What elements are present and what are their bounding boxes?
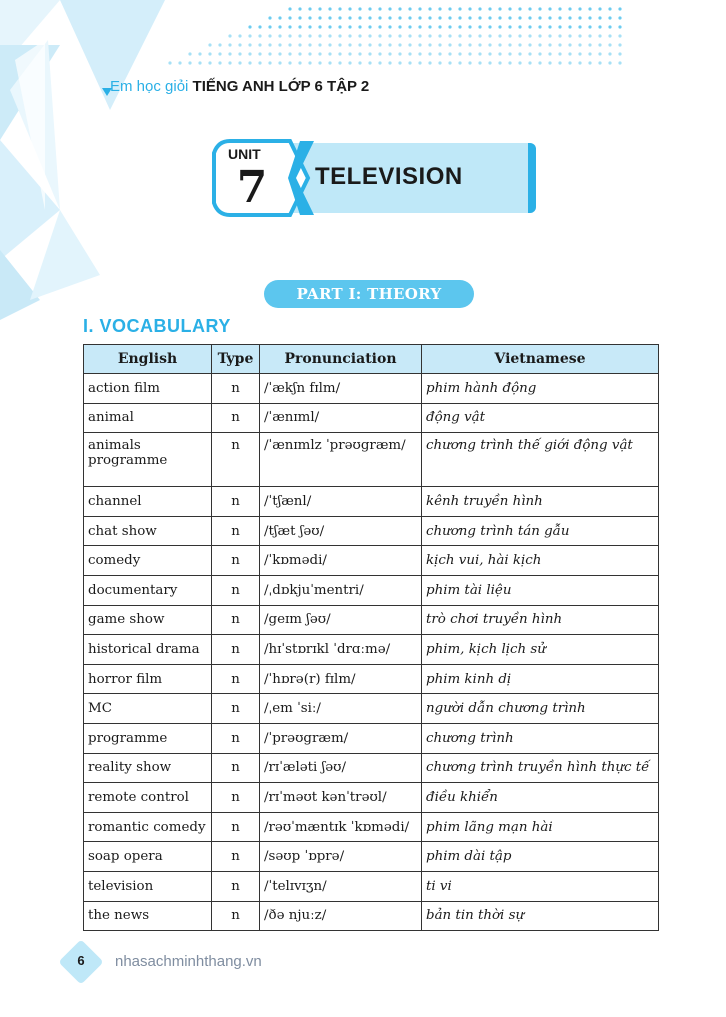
cell-type: n	[212, 605, 260, 635]
cell-vietnamese: kịch vui, hài kịch	[422, 546, 659, 576]
table-row	[84, 374, 659, 404]
cell-vietnamese: động vật	[422, 403, 659, 433]
cell-english: action film	[84, 374, 212, 404]
table-row	[84, 605, 659, 635]
cell-type: n	[212, 374, 260, 404]
cell-english: game show	[84, 605, 212, 635]
cell-vietnamese: người dẫn chương trình	[422, 694, 659, 724]
cell-vietnamese: kênh truyền hình	[422, 487, 659, 517]
cell-vietnamese: chương trình truyền hình thực tế	[422, 753, 659, 783]
cell-vietnamese: phim dài tập	[422, 842, 659, 872]
cell-pronunciation: /ˈhɒrə(r) fɪlm/	[260, 664, 422, 694]
cell-type: n	[212, 487, 260, 517]
cell-vietnamese: phim, kịch lịch sử	[422, 635, 659, 665]
cell-pronunciation: /ˈkɒmədi/	[260, 546, 422, 576]
cell-english: animal	[84, 403, 212, 433]
cell-vietnamese: điều khiển	[422, 783, 659, 813]
cell-vietnamese: phim lãng mạn hài	[422, 812, 659, 842]
cell-type: n	[212, 575, 260, 605]
cell-english: programme	[84, 723, 212, 753]
table-row	[84, 433, 659, 487]
cell-english: the news	[84, 901, 212, 931]
cell-type: n	[212, 901, 260, 931]
cell-english: animals programme	[84, 433, 212, 487]
cell-type: n	[212, 433, 260, 487]
cell-type: n	[212, 723, 260, 753]
cell-type: n	[212, 635, 260, 665]
cell-vietnamese: chương trình tán gẫu	[422, 516, 659, 546]
cell-english: remote control	[84, 783, 212, 813]
cell-english: romantic comedy	[84, 812, 212, 842]
cell-pronunciation: /ˈprəʊgræm/	[260, 723, 422, 753]
table-row	[84, 783, 659, 813]
cell-vietnamese: bản tin thời sự	[422, 901, 659, 931]
cell-type: n	[212, 812, 260, 842]
table-header-row	[84, 345, 659, 374]
table-row	[84, 487, 659, 517]
book-series-title	[110, 78, 369, 95]
vocabulary-table	[83, 344, 659, 931]
part-label: PART I: THEORY	[264, 280, 474, 308]
table-row	[84, 403, 659, 433]
cell-type: n	[212, 842, 260, 872]
cell-pronunciation: /ˈænɪmlz ˈprəʊgræm/	[260, 433, 422, 487]
cell-pronunciation: /səʊp ˈɒprə/	[260, 842, 422, 872]
series-title: TIẾNG ANH LỚP 6 TẬP 2	[192, 78, 370, 95]
unit-number: 7	[236, 162, 268, 213]
table-row	[84, 635, 659, 665]
cell-pronunciation: /geɪm ʃəʊ/	[260, 605, 422, 635]
page-number: 6	[77, 953, 85, 968]
cell-pronunciation: /ˌem ˈsiː/	[260, 694, 422, 724]
page-footer	[65, 946, 365, 978]
cell-vietnamese: chương trình	[422, 723, 659, 753]
table-row	[84, 871, 659, 901]
cell-pronunciation: /ˈænɪml/	[260, 403, 422, 433]
cell-type: n	[212, 753, 260, 783]
cell-type: n	[212, 516, 260, 546]
cell-english: documentary	[84, 575, 212, 605]
cell-pronunciation: /ˌdɒkjuˈmentri/	[260, 575, 422, 605]
cell-english: comedy	[84, 546, 212, 576]
table-row	[84, 575, 659, 605]
cell-english: soap opera	[84, 842, 212, 872]
table-row	[84, 842, 659, 872]
column-header-english: English	[84, 345, 212, 374]
table-row	[84, 546, 659, 576]
series-prefix: Em học giỏi	[110, 78, 189, 95]
decorative-dots	[165, 4, 625, 74]
cell-pronunciation: /tʃæt ʃəʊ/	[260, 516, 422, 546]
cell-type: n	[212, 664, 260, 694]
cell-vietnamese: chương trình thế giới động vật	[422, 433, 659, 487]
unit-heading	[190, 135, 550, 235]
cell-pronunciation: /rɪˈæləti ʃəʊ/	[260, 753, 422, 783]
cell-pronunciation: /hɪˈstɒrɪkl ˈdrɑːmə/	[260, 635, 422, 665]
cell-english: television	[84, 871, 212, 901]
table-row	[84, 723, 659, 753]
cell-pronunciation: /ðə njuːz/	[260, 901, 422, 931]
cell-pronunciation: /ˈtʃænl/	[260, 487, 422, 517]
cell-vietnamese: phim tài liệu	[422, 575, 659, 605]
cell-vietnamese: phim hành động	[422, 374, 659, 404]
table-row	[84, 812, 659, 842]
cell-english: historical drama	[84, 635, 212, 665]
column-header-vietnamese: Vietnamese	[422, 345, 659, 374]
unit-label: UNIT	[228, 146, 261, 162]
cell-vietnamese: phim kinh dị	[422, 664, 659, 694]
cell-type: n	[212, 403, 260, 433]
cell-english: channel	[84, 487, 212, 517]
unit-title: TELEVISION	[315, 163, 463, 190]
cell-english: MC	[84, 694, 212, 724]
cell-vietnamese: trò chơi truyền hình	[422, 605, 659, 635]
cell-type: n	[212, 871, 260, 901]
cell-type: n	[212, 694, 260, 724]
cell-type: n	[212, 546, 260, 576]
column-header-type: Type	[212, 345, 260, 374]
cell-pronunciation: /ˈækʃn fɪlm/	[260, 374, 422, 404]
cell-english: reality show	[84, 753, 212, 783]
section-title: I. VOCABULARY	[83, 316, 231, 336]
cell-pronunciation: /rəʊˈmæntɪk ˈkɒmədi/	[260, 812, 422, 842]
table-row	[84, 664, 659, 694]
table-row	[84, 516, 659, 546]
table-row	[84, 901, 659, 931]
cell-pronunciation: /ˈtelɪvɪʒn/	[260, 871, 422, 901]
column-header-pronunciation: Pronunciation	[260, 345, 422, 374]
cell-english: horror film	[84, 664, 212, 694]
cell-english: chat show	[84, 516, 212, 546]
publisher-website: nhasachminhthang.vn	[115, 953, 262, 970]
cell-vietnamese: ti vi	[422, 871, 659, 901]
cell-pronunciation: /rɪˈməʊt kənˈtrəʊl/	[260, 783, 422, 813]
table-row	[84, 753, 659, 783]
table-row	[84, 694, 659, 724]
cell-type: n	[212, 783, 260, 813]
